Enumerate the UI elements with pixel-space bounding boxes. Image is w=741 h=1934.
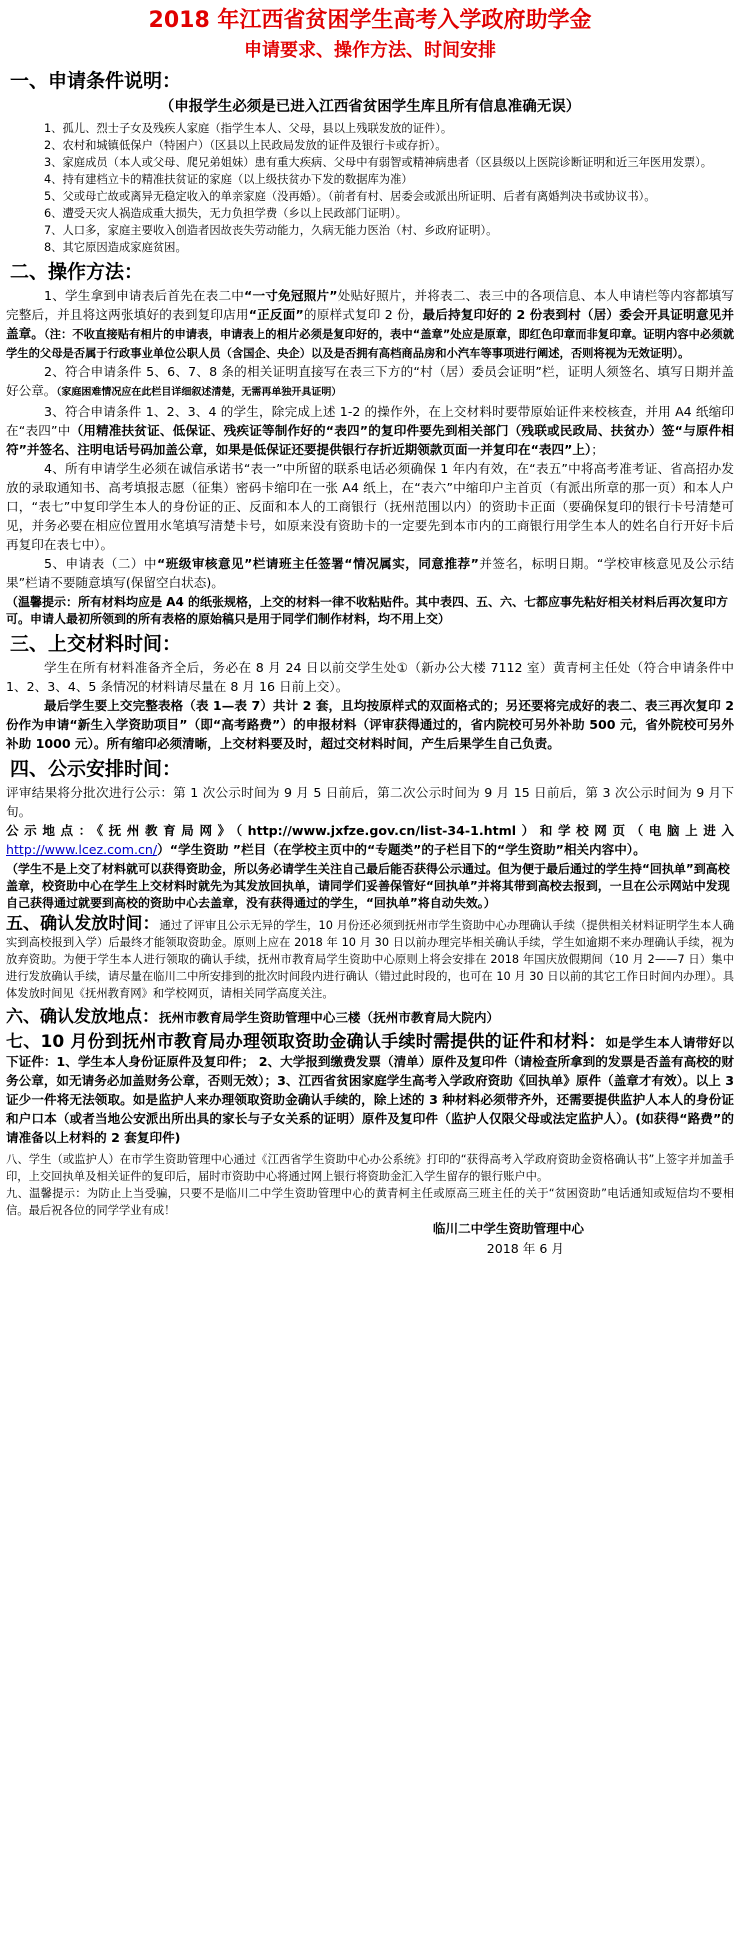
step-1-note: （注：不收直接贴有相片的申请表，申请表上的相片必须是复印好的，表中“盖章”处应是原章，即红色印章而非复印章。证明内容中必须就学生的父母是否属于行政事业单位公职人员（含国企、央企）以及是否拥有高档商品房和小汽车等事项进行阐述，否则将视为无效证明）。	[6, 328, 734, 360]
section-5	[6, 916, 734, 1002]
condition-item: 8、其它原因造成家庭贫困。	[44, 241, 187, 254]
footer-date: 2018 年 6 月	[486, 1241, 564, 1256]
section-5-text: 通过了评审且公示无异的学生，10 月份还必须到抚州市学生资助中心办理确认手续（提供相关材料证明学生本人确实到高校报到入学）后最终才能领取资助金。原则上应在 2018 年 10 月 30 日以前办理完毕相关确认手续，学生如逾期不来办理确认手续，视为放弃资助。为便于学生本人进行领取的确认手续，抚州市教育局学生资助中心原则上将会安排在 2018 年国庆放假期间（10 月 2——7 日）集中进行发放确认手续，请尽量在临川二中所安排到的批次时间段内进行确认（错过此时段的，也可在 10 月 30 日以前的其它工作日时间内办理）。具体发放时间见《抚州教育网》和学校网页，请相关同学高度关注。	[6, 919, 734, 1000]
publicity-schedule-text: 评审结果将分批次进行公示：第 1 次公示时间为 9 月 5 日前后，第二次公示时间为 9 月 15 日前后，第 3 次公示时间为 9 月下旬。	[6, 785, 734, 819]
condition-item: 5、父或母亡故或离异无稳定收入的单亲家庭（没再婚）。（前者有村、居委会或派出所证明、后者有离婚判决书或协议书）。	[44, 190, 656, 203]
school-website-link[interactable]: http://www.lcez.com.cn/	[6, 842, 158, 857]
document-page	[6, 6, 734, 1259]
section-4-heading: 四、公示安排时间：	[10, 758, 182, 780]
section-9-text: 九、温馨提示：为防止上当受骗，只要不是临川二中学生资助管理中心的黄青柯主任或原高三班主任的关于“贫困资助”电话通知或短信均不要相信。最后祝各位的同学学业有成！	[6, 1187, 734, 1217]
step-1-text-c: 处贴好照片，并将表二、表三中的各项信息、本人申请栏等内容都填写完整后，并且将这两张填好的表到复印店用	[6, 288, 734, 322]
condition-item: 7、人口多，家庭主要收入创造者因故丧失劳动能力，久病无能力医治（村、乡政府证明）。	[44, 224, 498, 237]
step-5-text-a: 5、申请表（二）中	[44, 556, 157, 571]
section-7	[6, 1033, 734, 1147]
publicity-location-text	[6, 821, 734, 859]
section-3-heading: 三、上交材料时间：	[10, 633, 182, 655]
step-1-text-f: 最后持复印好的 2 份表到村（居）委会开具证明意见并盖章。	[6, 307, 734, 341]
condition-item: 3、家庭成员（本人或父母、爬兄弟姐妹）患有重大疾病、父母中有弱智或精神病患者（区县级以上医院诊断证明和近三年医用发票）。	[44, 156, 713, 169]
document-subtitle: 申请要求、操作方法、时间安排	[244, 40, 496, 61]
section-4-note: （学生不是上交了材料就可以获得资助金，所以务必请学生关注自己最后能否获得公示通过。但为便于最后通过的学生持“回执单”到高校盖章，校资助中心在学生上交材料时就先为其发放回执单，请同学们妥善保管好“回执单”并将其带到高校去报到，一旦在公示网站中发现自己获得通过就要到高校的资助中心去盖章，没有获得通过的学生，“回执单”将自动失效。）	[6, 862, 730, 910]
operation-step-5	[6, 554, 734, 592]
step-3-bold-text: （用精准扶贫证、低保证、残疾证等制作好的“表四”的复印件要先到相关部门（残联或民政局、扶贫办）签“与原件相符”并签名、注明电话号码加盖公章，如果是低保证还要提供银行存折近期领款页面一并复印在“表四”上）	[6, 423, 734, 457]
section-6-heading: 六、确认发放地点：	[6, 1007, 159, 1027]
publicity-location-a: 公示地点：《抚州教育局网》（http://www.jxfze.gov.cn/list-34-1.html）和学校网页（电脑上进入	[6, 823, 734, 838]
document-title: 2018 年江西省贫困学生高考入学政府助学金	[148, 8, 592, 33]
publicity-location-b: ）“学生资助 ”栏目（在学校主页中的“专题类”的子栏目下的“学生资助”相关内容中）。	[157, 842, 646, 857]
operation-step-1	[6, 286, 734, 362]
step-3-end: ；	[591, 442, 604, 457]
section-1-heading: 一、申请条件说明：	[10, 70, 182, 92]
operation-step-2	[6, 362, 734, 402]
step-3-text: 3、符合申请条件 1、2、3、4 的学生，除完成上述 1-2 的操作外，在上交材料时要带原始证件来校核查，并用 A4 纸缩印在“表四”中	[6, 404, 734, 438]
section-7-heading: 七、10 月份到抚州市教育局办理领取资助金确认手续时需提供的证件和材料：	[6, 1032, 606, 1052]
section-1-key-requirement: （申报学生必须是已进入江西省贫困学生库且所有信息准确无误）	[159, 99, 581, 115]
section-5-heading: 五、确认发放时间：	[6, 914, 160, 934]
step-1-text-a: 1、学生拿到申请表后首先在表二中	[44, 288, 245, 303]
condition-item: 2、农村和城镇低保户（特困户）（区县以上民政局发放的证件及银行卡或存折）。	[44, 139, 447, 152]
step-1-duplex-label: “正反面”	[248, 307, 304, 322]
submission-time-text: 学生在所有材料准备齐全后，务必在 8 月 24 日以前交学生处①（新办公大楼 7112 室）黄青柯主任处（符合申请条件中 1、2、3、4、5 条情况的材料请尽量在 8 月 16 日前上交）。	[6, 660, 734, 694]
section-2-heading: 二、操作方法：	[10, 261, 144, 283]
step-2-text: 2、符合申请条件 5、6、7、8 条的相关证明直接写在表三下方的“村（居）委员会证明”栏，证明人须签名、填写日期并盖好公章。	[6, 364, 734, 398]
step-2-note: （家庭困难情况应在此栏目详细叙述清楚，无需再单独开具证明）	[56, 387, 342, 398]
step-5-bold-text: “班级审核意见”栏请班主任签署“情况属实，同意推荐”	[156, 556, 479, 571]
operation-step-4: 4、所有申请学生必须在诚信承诺书“表一”中所留的联系电话必须确保 1 年内有效，在“表五”中将高考准考证、省高招办发放的录取通知书、高考填报志愿（征集）密码卡缩印在一张 A4 纸上，在“表六”中缩印户主首页（有派出所章的那一页）和本人户口，“表七”中复印学生本人的身份证的正、反面和本人的工商银行（抚州范围以内）的资助卡正面（要确保复印的银行卡号清楚可见，并务必要在相应位置用水笔填写清楚卡号，如原来没有资助卡的一定要先到本市内的工商银行用学生本人的姓名自行开好卡后再复印在表七中）。	[6, 461, 734, 552]
condition-item: 1、孤儿、烈士子女及残疾人家庭（指学生本人、父母，县以上残联发放的证件）。	[44, 122, 453, 135]
submission-requirement-text: 最后学生要上交完整表格（表 1—表 7）共计 2 套，且均按原样式的双面格式的；另还要将完成好的表二、表三再次复印 2 份作为申请“新生入学资助项目”（即“高考路费”）的申报材料（评审获得通过的，省内院校可另外补助 500 元，省外院校可另外补助 1000 元）。所有缩印必须清晰，上交材料要及时，超过交材料时间，产生后果学生自己负责。	[6, 698, 734, 751]
footer-organization: 临川二中学生资助管理中心	[432, 1221, 584, 1236]
condition-item: 4、持有建档立卡的精准扶贫证的家庭（以上级扶贫办下发的数据库为准）	[44, 173, 413, 186]
section-8-text: 八、学生（或监护人）在市学生资助管理中心通过《江西省学生资助中心办公系统》打印的“获得高考入学政府资助金资格确认书”上签字并加盖手印，上交回执单及相关证件的复印后，届时市资助中心将通过网上银行将资助金汇入学生留存的银行账户中。	[6, 1153, 734, 1183]
step-1-text-e: 的原样式复印 2 份，	[303, 307, 423, 322]
step-5-text-c: 并签名，标明日期。“学校审核意见及公示结果”栏请不要随意填写(保留空白状态)。	[6, 556, 735, 590]
section-2-warm-tip: （温馨提示：所有材料均应是 A4 的纸张规格，上交的材料一律不收粘贴件。其中表四、五、六、七都应事先粘好相关材料后再次复印方可。申请人最初所领到的所有表格的原始稿只是用于同学们制作材料，均不用上交）	[6, 595, 728, 626]
section-7-text: 如是学生本人请带好以下证件：1、学生本人身份证原件及复印件； 2、大学报到缴费发票（清单）原件及复印件（请检查所拿到的发票是否盖有高校的财务公章，如无请务必加盖财务公章，否则无效）；3、江西省贫困家庭学生高考入学政府资助《回执单》原件（盖章才有效）。以上 3 证少一件将无法领取。如是监护人来办理领取资助金确认手续的，除上述的 3 种材料必须带齐外，还需要提供监护人本人的身份证和户口本（或者当地公安派出所出具的家长与子女关系的证明）原件及复印件（监护人仅限父母或法定监护人）。(如获得“路费”的请准备以上材料的 2 套复印件)	[6, 1035, 734, 1145]
operation-step-3	[6, 402, 734, 459]
section-6	[6, 1008, 734, 1027]
section-6-text: 抚州市教育局学生资助管理中心三楼（抚州市教育局大院内）	[159, 1010, 500, 1025]
step-1-photo-label: “一寸免冠照片”	[244, 288, 338, 303]
condition-item: 6、遭受天灾人祸造成重大损失，无力负担学费（乡以上民政部门证明）。	[44, 207, 408, 220]
